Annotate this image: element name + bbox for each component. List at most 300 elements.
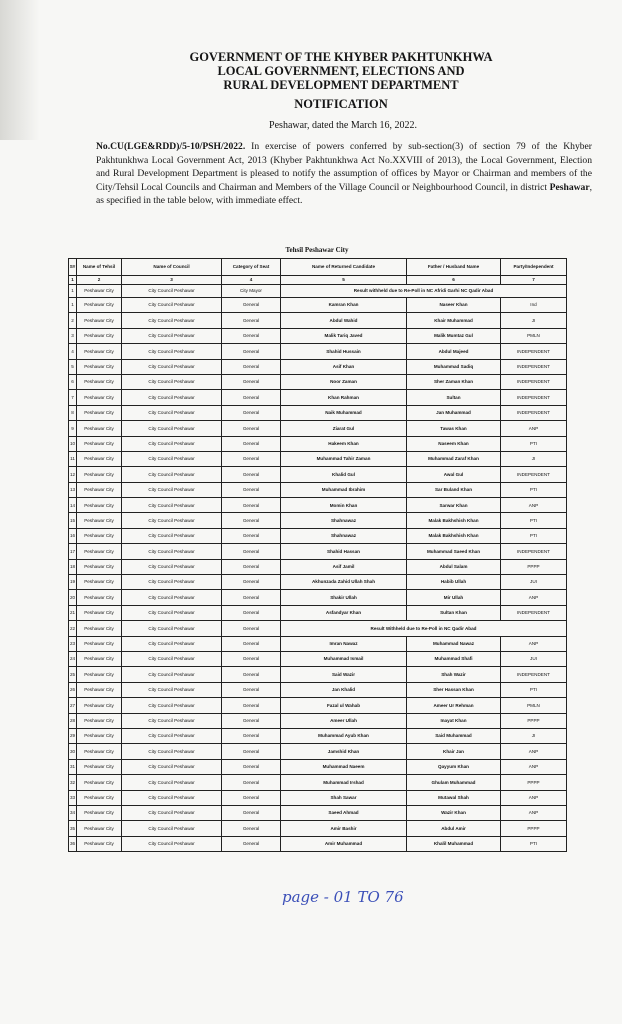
cell-category: General — [222, 359, 281, 374]
cell-sr: 11 — [69, 451, 77, 466]
table-row — [69, 605, 567, 620]
cell-sr: 25 — [69, 667, 77, 682]
cell-tehsil: Peshawar City — [77, 405, 122, 420]
cell-cand: Shakir Ullah — [281, 590, 407, 605]
cell-sr: 13 — [69, 482, 77, 497]
cell-tehsil: Peshawar City — [77, 590, 122, 605]
table-row — [69, 667, 567, 682]
cell-party: INDEPENDENT — [501, 344, 567, 359]
cell-council: City Council Peshawar — [122, 836, 222, 851]
cell-cand: Shahnawaz — [281, 513, 407, 528]
cell-council: City Council Peshawar — [122, 513, 222, 528]
cell-category: General — [222, 605, 281, 620]
cell-category: General — [222, 405, 281, 420]
cell-council: City Council Peshawar — [122, 482, 222, 497]
cell-category: General — [222, 805, 281, 820]
cell-party: PPPP — [501, 775, 567, 790]
cell-party: INDEPENDENT — [501, 359, 567, 374]
cell-council: City Council Peshawar — [122, 298, 222, 313]
cell-sr: 7 — [69, 390, 77, 405]
cell-tehsil: Peshawar City — [77, 636, 122, 651]
cell-tehsil: Peshawar City — [77, 728, 122, 743]
cell-category: General — [222, 344, 281, 359]
cell-fath: Khalil Muhammad — [407, 836, 501, 851]
cell-party: INDEPENDENT — [501, 467, 567, 482]
cell-council: City Council Peshawar — [122, 498, 222, 513]
cell-sr: 33 — [69, 790, 77, 805]
cell-sr: 34 — [69, 805, 77, 820]
table-row — [69, 698, 567, 713]
table-caption: Tehsil Peshawar City — [285, 246, 349, 254]
cell-category: General — [222, 328, 281, 343]
document-heading — [30, 50, 622, 92]
heading-line-1: GOVERNMENT OF THE KHYBER PAKHTUNKHWA — [189, 50, 493, 64]
cell-sr: 23 — [69, 636, 77, 651]
notification-date: Peshawar, dated the March 16, 2022. — [269, 120, 417, 131]
cell-party: PTI — [501, 482, 567, 497]
table-row — [69, 405, 567, 420]
table-row — [69, 559, 567, 574]
cell-party: PMLN — [501, 328, 567, 343]
table-row — [69, 298, 567, 313]
cell-sr: 31 — [69, 759, 77, 774]
cell-category: General — [222, 651, 281, 666]
cell-cand: Muhammad Ismail — [281, 651, 407, 666]
table-row — [69, 328, 567, 343]
cell-cand: Kamran Khan — [281, 298, 407, 313]
cell-category: General — [222, 513, 281, 528]
table-row — [69, 544, 567, 559]
cell-council: City Council Peshawar — [122, 821, 222, 836]
cell-sr: 4 — [69, 344, 77, 359]
cell-sr: 36 — [69, 836, 77, 851]
cell-cand: Result Withheld due to Re-Poll in NC Qadir Abad — [281, 621, 567, 636]
table-row — [69, 790, 567, 805]
cell-sr: 22 — [69, 621, 77, 636]
cell-tehsil: Peshawar City — [77, 513, 122, 528]
cell-party: ANP — [501, 590, 567, 605]
column-number: 1 — [69, 276, 77, 285]
cell-council: City Council Peshawar — [122, 775, 222, 790]
cell-tehsil: Peshawar City — [77, 682, 122, 697]
table-row — [69, 821, 567, 836]
cell-fath: Muhammad Zaraf Khan — [407, 451, 501, 466]
cell-fath: Ghulam Muhammad — [407, 775, 501, 790]
cell-tehsil: Peshawar City — [77, 498, 122, 513]
cell-cand: Muhammad Naeem — [281, 759, 407, 774]
cell-council: City Council Peshawar — [122, 605, 222, 620]
cell-party: ANP — [501, 805, 567, 820]
cell-fath: Malak Bakhshish Khan — [407, 528, 501, 543]
cell-cand: Muhammad Irshad — [281, 775, 407, 790]
cell-sr: 32 — [69, 775, 77, 790]
cell-fath: Naseem Khan — [407, 436, 501, 451]
table-row — [69, 682, 567, 697]
cell-fath: Jan Muhammad — [407, 405, 501, 420]
cell-fath: Tawas Khan — [407, 421, 501, 436]
cell-cand: Khan Rahman — [281, 390, 407, 405]
cell-sr: 5 — [69, 359, 77, 374]
cell-tehsil: Peshawar City — [77, 713, 122, 728]
header-party: Party/Independent — [501, 259, 567, 276]
cell-tehsil: Peshawar City — [77, 451, 122, 466]
cell-category: General — [222, 528, 281, 543]
cell-tehsil: Peshawar City — [77, 759, 122, 774]
cell-category: General — [222, 667, 281, 682]
cell-cand: Asif Jamil — [281, 559, 407, 574]
cell-fath: Shah Wazir — [407, 667, 501, 682]
table-row — [69, 528, 567, 543]
cell-fath: Mir Ullah — [407, 590, 501, 605]
cell-tehsil: Peshawar City — [77, 482, 122, 497]
cell-tehsil: Peshawar City — [77, 328, 122, 343]
cell-sr: 20 — [69, 590, 77, 605]
heading-line-2: LOCAL GOVERNMENT, ELECTIONS AND — [217, 64, 465, 78]
cell-tehsil: Peshawar City — [77, 374, 122, 389]
cell-fath: Muhammad Sadiq — [407, 359, 501, 374]
cell-cand: Malik Tariq Javed — [281, 328, 407, 343]
cell-party: PTI — [501, 836, 567, 851]
cell-sr: 29 — [69, 728, 77, 743]
cell-tehsil: Peshawar City — [77, 359, 122, 374]
cell-result-note: Result withheld due to Re-Poll in NC Afridi Garhi NC Qadir Abad — [281, 285, 567, 298]
table-row — [69, 359, 567, 374]
cell-tehsil: Peshawar City — [77, 298, 122, 313]
cell-council: City Council Peshawar — [122, 805, 222, 820]
cell-council: City Council Peshawar — [122, 436, 222, 451]
cell-fath: Habib Ullah — [407, 575, 501, 590]
header-cand: Name of Returned Candidate — [281, 259, 407, 276]
cell-category: General — [222, 744, 281, 759]
table-row — [69, 836, 567, 851]
cell-cand: Fazal ul Wahab — [281, 698, 407, 713]
cell-cand: Noor Zaman — [281, 374, 407, 389]
cell-party: PTI — [501, 682, 567, 697]
cell-fath: Mutawal Shah — [407, 790, 501, 805]
cell-category: General — [222, 421, 281, 436]
cell-party: PPPP — [501, 559, 567, 574]
cell-council: City Council Peshawar — [122, 790, 222, 805]
cell-category: General — [222, 698, 281, 713]
cell-council: City Council Peshawar — [122, 651, 222, 666]
body-text-1: In exercise of powers conferred by sub-section(3) of section 79 of the Khyber Pakhtunkhwa Local Government Act, 2013 (Khyber Pakhtunkhwa Act No.XXVIII of 2013), the Local Government, Election and Rural Development Department is pleased to notify the assumption of offices by Mayor or Chairman and members of the City/Tehsil Local Councils and Chairman and Members of the Village Council or Neighbourhood Council, in district — [96, 141, 592, 193]
handwritten-page-note: page - 01 TO 76 — [282, 888, 404, 906]
table-row — [69, 313, 567, 328]
cell-sr: 12 — [69, 467, 77, 482]
cell-fath: Sarwar Khan — [407, 498, 501, 513]
table-row — [69, 636, 567, 651]
cell-party: PPPP — [501, 713, 567, 728]
cell-sr: 26 — [69, 682, 77, 697]
cell-category: City Mayor — [222, 285, 281, 298]
cell-cand: Said Wazir — [281, 667, 407, 682]
cell-fath: Inayat Khan — [407, 713, 501, 728]
cell-category: General — [222, 390, 281, 405]
cell-council: City Council Peshawar — [122, 636, 222, 651]
cell-party: ANP — [501, 790, 567, 805]
header-fath: Father / Husband Name — [407, 259, 501, 276]
cell-council: City Council Peshawar — [122, 759, 222, 774]
notification-title: NOTIFICATION — [294, 97, 388, 111]
cell-party: INDEPENDENT — [501, 390, 567, 405]
column-number: 3 — [122, 276, 222, 285]
header-tehsil: Name of Tehsil — [77, 259, 122, 276]
cell-cand: Shahid Hussain — [281, 344, 407, 359]
cell-fath: Muhammad Shafi — [407, 651, 501, 666]
cell-sr: 8 — [69, 405, 77, 420]
cell-party: ANP — [501, 498, 567, 513]
column-number: 5 — [281, 276, 407, 285]
header-category: Category of Seat — [222, 259, 281, 276]
header-council: Name of Council — [122, 259, 222, 276]
cell-sr: 30 — [69, 744, 77, 759]
cell-tehsil: Peshawar City — [77, 790, 122, 805]
cell-cand: Muhammad Ibrahim — [281, 482, 407, 497]
cell-category: General — [222, 790, 281, 805]
cell-cand: Shahnawaz — [281, 528, 407, 543]
cell-cand: Saeed Ahmad — [281, 805, 407, 820]
cell-party: JUI — [501, 651, 567, 666]
table-row — [69, 482, 567, 497]
table-row — [69, 344, 567, 359]
cell-party: PTI — [501, 436, 567, 451]
cell-party: INDEPENDENT — [501, 544, 567, 559]
cell-category: General — [222, 544, 281, 559]
cell-party: INDEPENDENT — [501, 374, 567, 389]
cell-council: City Council Peshawar — [122, 682, 222, 697]
cell-cand: Momin Khan — [281, 498, 407, 513]
cell-category: General — [222, 682, 281, 697]
cell-fath: Ameer Ur Rehman — [407, 698, 501, 713]
cell-cand: Muhammad Ayub Khan — [281, 728, 407, 743]
cell-tehsil: Peshawar City — [77, 544, 122, 559]
table-row — [69, 744, 567, 759]
cell-tehsil: Peshawar City — [77, 575, 122, 590]
cell-fath: Khair Muhammad — [407, 313, 501, 328]
table-row — [69, 390, 567, 405]
cell-tehsil: Peshawar City — [77, 605, 122, 620]
cell-council: City Council Peshawar — [122, 451, 222, 466]
cell-party: ANP — [501, 636, 567, 651]
results-table — [68, 258, 567, 852]
cell-fath: Malak Bakhshish Khan — [407, 513, 501, 528]
cell-cand: Muhammad Tahir Zaman — [281, 451, 407, 466]
cell-council: City Council Peshawar — [122, 313, 222, 328]
table-header-row — [69, 259, 567, 276]
cell-party: PTI — [501, 513, 567, 528]
cell-tehsil: Peshawar City — [77, 390, 122, 405]
cell-tehsil: Peshawar City — [77, 436, 122, 451]
cell-category: General — [222, 836, 281, 851]
cell-tehsil: Peshawar City — [77, 313, 122, 328]
cell-fath: Sher Zaman Khan — [407, 374, 501, 389]
cell-cand: Akhunzada Zahid Ullah Shah — [281, 575, 407, 590]
cell-fath: Qayyum Khan — [407, 759, 501, 774]
cell-council: City Council Peshawar — [122, 713, 222, 728]
cell-sr: 19 — [69, 575, 77, 590]
cell-tehsil: Peshawar City — [77, 805, 122, 820]
cell-council: City Council Peshawar — [122, 374, 222, 389]
cell-council: City Council Peshawar — [122, 344, 222, 359]
cell-party: ANP — [501, 421, 567, 436]
cell-fath: Abdul Salam — [407, 559, 501, 574]
table-row — [69, 421, 567, 436]
cell-fath: Sultan Khan — [407, 605, 501, 620]
cell-tehsil: Peshawar City — [77, 775, 122, 790]
cell-cand: Ziarat Gul — [281, 421, 407, 436]
cell-sr: 24 — [69, 651, 77, 666]
table-row — [69, 728, 567, 743]
body-text-2: , as specified in the table below, with immediate effect. — [96, 181, 592, 207]
cell-sr: 21 — [69, 605, 77, 620]
cell-party: JI — [501, 728, 567, 743]
cell-cand: Jamshid Khan — [281, 744, 407, 759]
cell-tehsil: Peshawar City — [77, 667, 122, 682]
cell-category: General — [222, 313, 281, 328]
table-row — [69, 590, 567, 605]
reference-number: No.CU(LGE&RDD)/5-10/PSH/2022. — [96, 141, 246, 152]
cell-fath: Muhammad Saeed Khan — [407, 544, 501, 559]
cell-category: General — [222, 467, 281, 482]
cell-party: JI — [501, 313, 567, 328]
cell-cand: Amir Muhammad — [281, 836, 407, 851]
cell-party: PTI — [501, 528, 567, 543]
cell-sr: 1 — [69, 298, 77, 313]
cell-fath: Sultan — [407, 390, 501, 405]
cell-party: INDEPENDENT — [501, 605, 567, 620]
cell-party: PMLN — [501, 698, 567, 713]
heading-line-3: RURAL DEVELOPMENT DEPARTMENT — [223, 78, 459, 92]
table-row — [69, 805, 567, 820]
cell-party: ANP — [501, 744, 567, 759]
cell-cand: Abdul Wahid — [281, 313, 407, 328]
cell-tehsil: Peshawar City — [77, 836, 122, 851]
cell-fath: Muhammad Nawaz — [407, 636, 501, 651]
cell-fath: Wazir Khan — [407, 805, 501, 820]
cell-council: City Council Peshawar — [122, 559, 222, 574]
cell-fath: Awal Gul — [407, 467, 501, 482]
cell-category: General — [222, 590, 281, 605]
cell-council: City Council Peshawar — [122, 285, 222, 298]
cell-fath: Sar Buland Khan — [407, 482, 501, 497]
cell-cand: Naik Muhammad — [281, 405, 407, 420]
table-row — [69, 759, 567, 774]
cell-category: General — [222, 759, 281, 774]
table-row — [69, 451, 567, 466]
cell-tehsil: Peshawar City — [77, 467, 122, 482]
cell-party: Ind — [501, 298, 567, 313]
cell-category: General — [222, 636, 281, 651]
cell-party: JUI — [501, 575, 567, 590]
cell-sr: 18 — [69, 559, 77, 574]
table-row — [69, 513, 567, 528]
cell-tehsil: Peshawar City — [77, 821, 122, 836]
cell-council: City Council Peshawar — [122, 421, 222, 436]
cell-category: General — [222, 482, 281, 497]
cell-sr: 16 — [69, 528, 77, 543]
cell-category: General — [222, 559, 281, 574]
cell-tehsil: Peshawar City — [77, 344, 122, 359]
mayor-row — [69, 285, 567, 298]
cell-sr: 15 — [69, 513, 77, 528]
table-row — [69, 775, 567, 790]
cell-council: City Council Peshawar — [122, 359, 222, 374]
cell-fath: Said Muhammad — [407, 728, 501, 743]
notification-body — [96, 140, 592, 208]
cell-fath: Abdul Majeed — [407, 344, 501, 359]
cell-tehsil: Peshawar City — [77, 744, 122, 759]
header-sr: S# — [69, 259, 77, 276]
table-row — [69, 621, 567, 636]
cell-council: City Council Peshawar — [122, 667, 222, 682]
cell-category: General — [222, 621, 281, 636]
cell-category: General — [222, 436, 281, 451]
table-row — [69, 575, 567, 590]
cell-council: City Council Peshawar — [122, 744, 222, 759]
cell-tehsil: Peshawar City — [77, 621, 122, 636]
cell-cand: Khalid Gul — [281, 467, 407, 482]
cell-council: City Council Peshawar — [122, 728, 222, 743]
cell-sr: 3 — [69, 328, 77, 343]
cell-category: General — [222, 713, 281, 728]
cell-cand: Asif Khan — [281, 359, 407, 374]
cell-cand: Asfandyar Khan — [281, 605, 407, 620]
cell-sr: 1 — [69, 285, 77, 298]
cell-fath: Khair Jan — [407, 744, 501, 759]
table-row — [69, 498, 567, 513]
column-number: 7 — [501, 276, 567, 285]
cell-tehsil: Peshawar City — [77, 698, 122, 713]
column-number-row — [69, 276, 567, 285]
cell-tehsil: Peshawar City — [77, 651, 122, 666]
cell-fath: Sher Hassan Khan — [407, 682, 501, 697]
cell-category: General — [222, 728, 281, 743]
column-number: 6 — [407, 276, 501, 285]
column-number: 4 — [222, 276, 281, 285]
cell-party: ANP — [501, 759, 567, 774]
cell-tehsil: Peshawar City — [77, 421, 122, 436]
cell-tehsil: Peshawar City — [77, 285, 122, 298]
cell-sr: 27 — [69, 698, 77, 713]
cell-cand: Ameer Ullah — [281, 713, 407, 728]
cell-category: General — [222, 298, 281, 313]
cell-party: INDEPENDENT — [501, 667, 567, 682]
cell-cand: Shahid Hassan — [281, 544, 407, 559]
cell-council: City Council Peshawar — [122, 328, 222, 343]
cell-cand: Imran Nawaz — [281, 636, 407, 651]
cell-council: City Council Peshawar — [122, 528, 222, 543]
cell-fath: Abdul Amir — [407, 821, 501, 836]
cell-category: General — [222, 374, 281, 389]
cell-cand: Hakeem Khan — [281, 436, 407, 451]
cell-tehsil: Peshawar City — [77, 528, 122, 543]
cell-council: City Council Peshawar — [122, 467, 222, 482]
cell-sr: 10 — [69, 436, 77, 451]
column-number: 2 — [77, 276, 122, 285]
cell-sr: 9 — [69, 421, 77, 436]
cell-category: General — [222, 498, 281, 513]
district-name: Peshawar — [549, 181, 590, 193]
cell-cand: Jan Khalid — [281, 682, 407, 697]
cell-fath: Malik Mumtaz Gul — [407, 328, 501, 343]
cell-council: City Council Peshawar — [122, 698, 222, 713]
cell-category: General — [222, 575, 281, 590]
cell-cand: Amir Bashir — [281, 821, 407, 836]
cell-party: PPPP — [501, 821, 567, 836]
cell-council: City Council Peshawar — [122, 405, 222, 420]
cell-cand: Shah Sawar — [281, 790, 407, 805]
table-row — [69, 436, 567, 451]
